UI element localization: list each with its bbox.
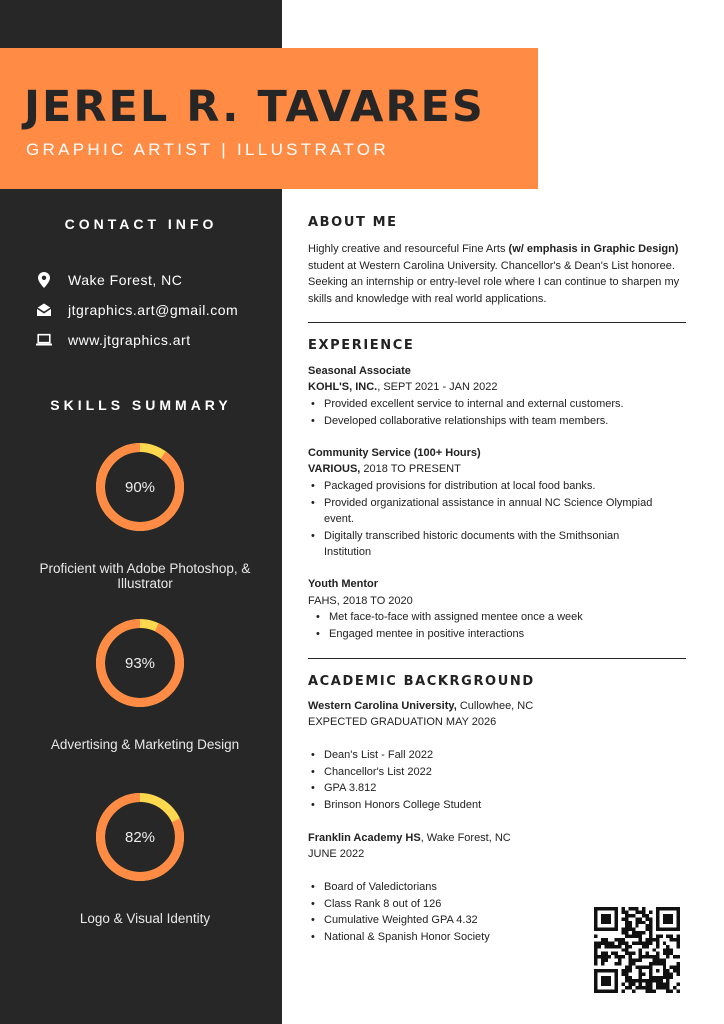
- skill-percent-3: 82%: [124, 828, 156, 846]
- school-date-2: JUNE 2022: [308, 848, 365, 860]
- list-item: • Brinson Honors College Student: [308, 797, 688, 814]
- about-text: [308, 241, 688, 307]
- about-text-pre: Highly creative and resourceful Fine Arts: [308, 243, 509, 255]
- school-location-2: , Wake Forest, NC: [420, 832, 511, 844]
- skill-donut-3: [94, 791, 186, 883]
- list-item: • Met face-to-face with assigned mentee once a week: [308, 609, 688, 626]
- divider: [308, 322, 686, 323]
- skill-donut-2: [94, 617, 186, 709]
- school-2: [308, 830, 511, 847]
- job-bullets-3: [308, 609, 688, 642]
- list-item: • Cumulative Weighted GPA 4.32: [308, 912, 688, 929]
- school-name-1: Western Carolina University,: [308, 700, 457, 712]
- job-org-3: [308, 593, 413, 610]
- list-item: • Engaged mentee in positive interactions: [308, 626, 688, 643]
- contact-email[interactable]: [36, 299, 238, 321]
- list-item: • Chancellor's List 2022: [308, 764, 688, 781]
- laptop-icon: [36, 332, 52, 348]
- job-org-name-1: KOHL'S, INC.: [308, 381, 378, 393]
- job-org-name-2: VARIOUS,: [308, 463, 361, 475]
- job-bullets-2: [308, 478, 668, 561]
- school-date-1: EXPECTED GRADUATION MAY 2026: [308, 716, 497, 728]
- list-item: • Packaged provisions for distribution at local food banks.: [308, 478, 668, 495]
- academic-heading: ACADEMIC BACKRGROUND: [308, 674, 535, 689]
- contact-location: [36, 269, 182, 291]
- list-item: • National & Spanish Honor Society: [308, 929, 688, 946]
- school-name-2: Franklin Academy HS: [308, 832, 421, 844]
- list-item: • Developed collaborative relationships with team members.: [308, 413, 688, 430]
- job-dates-2: 2018 TO PRESENT: [360, 463, 461, 475]
- candidate-name: JEREL R. TAVARES: [24, 82, 485, 132]
- envelope-icon: [36, 302, 52, 318]
- school-bullets-1: [308, 747, 688, 813]
- job-org-1: [308, 379, 498, 396]
- school-1: [308, 698, 533, 715]
- candidate-title: GRAPHIC ARTIST | ILLUSTRATOR: [26, 140, 389, 159]
- qr-code-icon[interactable]: [594, 907, 680, 993]
- list-item: • Class Rank 8 out of 126: [308, 896, 688, 913]
- about-heading: ABOUT ME: [308, 215, 398, 230]
- job-dates-3: FAHS, 2018 TO 2020: [308, 595, 413, 607]
- skill-percent-1: 90%: [124, 478, 156, 496]
- list-item: • Dean's List - Fall 2022: [308, 747, 688, 764]
- location-pin-icon: [36, 272, 52, 288]
- job-title-2: Community Service (100+ Hours): [308, 447, 481, 459]
- contact-location-text: Wake Forest, NC: [68, 272, 183, 288]
- skill-donut-1: [94, 441, 186, 533]
- job-org-2: [308, 461, 461, 478]
- about-text-post: student at Western Carolina University. Chancellor's & Dean's List honoree. Seeking an internship or entry-level role where I can continue to sharpen my skills and knowledge with real world applications.: [308, 259, 680, 305]
- skill-name-3: Logo & Visual Identity: [79, 911, 211, 926]
- list-item: • Provided excellent service to internal and external customers.: [308, 396, 688, 413]
- contact-website[interactable]: [36, 329, 191, 351]
- contact-heading: CONTACT INFO: [64, 216, 218, 232]
- skill-percent-2: 93%: [124, 654, 156, 672]
- skill-name-1: Proficient with Adobe Photoshop, & Illustrator: [39, 561, 251, 591]
- list-item: • GPA 3.812: [308, 780, 688, 797]
- contact-website-text[interactable]: www.jtgraphics.art: [68, 332, 191, 348]
- skills-heading: SKILLS SUMMARY: [50, 397, 232, 413]
- job-dates-1: , SEPT 2021 - JAN 2022: [377, 381, 498, 393]
- contact-email-text[interactable]: jtgraphics.art@gmail.com: [68, 302, 239, 318]
- list-item: • Digitally transcribed historic documents with the Smithsonian Institution: [308, 528, 668, 561]
- job-title-3: Youth Mentor: [308, 578, 379, 590]
- job-bullets-1: [308, 396, 688, 429]
- list-item: • Board of Valedictorians: [308, 879, 688, 896]
- experience-heading: EXPERIENCE: [308, 338, 415, 353]
- job-title-1: Seasonal Associate: [308, 365, 411, 377]
- list-item: • Provided organizational assistance in annual NC Science Olympiad event.: [308, 495, 668, 528]
- divider: [308, 658, 686, 659]
- about-text-bold: (w/ emphasis in Graphic Design): [508, 243, 679, 255]
- school-location-1: Cullowhee, NC: [456, 700, 534, 712]
- skill-name-2: Advertising & Marketing Design: [50, 737, 240, 752]
